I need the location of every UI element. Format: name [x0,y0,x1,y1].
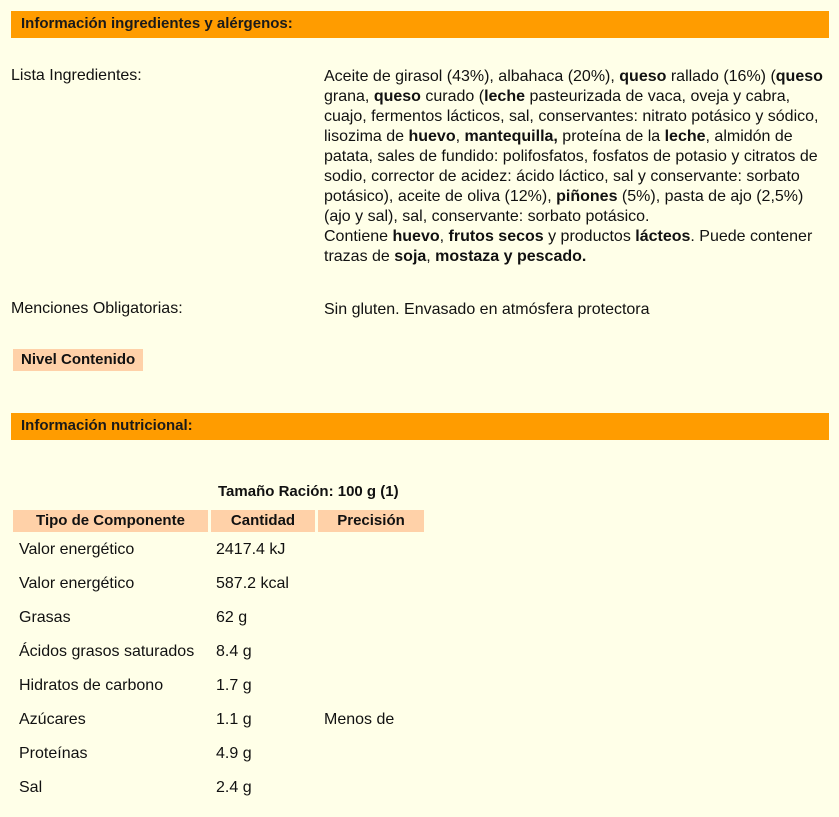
text-segment: , [426,248,436,265]
nutrition-section-title: Información nutricional: [21,417,193,434]
nutrition-section-header [11,413,829,440]
allergen-highlight: lácteos [635,228,691,245]
net-content-label: Nivel Contenido [13,349,143,371]
text-segment: , [439,228,449,245]
allergen-highlight: frutos secos [448,228,544,245]
row-component: Azúcares [19,711,86,728]
text-segment: pasteurizada de vaca, oveja y cabra, cuajo, fermentos lácticos, sal, conservantes: nitrato potásico y sódico, lisozima de [324,88,819,145]
row-component: Valor energético [19,575,135,592]
ingredients-label: Lista Ingredientes: [11,67,142,84]
ingredients-section-title: Información ingredientes y alérgenos: [21,15,293,32]
row-component: Proteínas [19,745,88,762]
text-segment: (5%), pasta de ajo (2,5%) (ajo y sal), sal, conservante: sorbato potásico. [324,188,804,225]
allergen-highlight: leche [484,88,525,105]
header-amount: Cantidad [211,510,315,532]
allergen-highlight: queso [775,68,823,85]
allergen-highlight: huevo [392,228,440,245]
ingredients-value [324,67,829,267]
ingredients-section-header [11,11,829,38]
text-segment: Aceite de girasol (43%), albahaca (20%), [324,68,620,85]
allergen-highlight: piñones [556,188,618,205]
mentions-value: Sin gluten. Envasado en atmósfera protectora [324,301,650,318]
row-component: Grasas [19,609,71,626]
row-amount: 1.7 g [216,677,252,694]
row-component: Ácidos grasos saturados [19,643,195,660]
allergen-highlight: leche [664,128,706,145]
row-amount: 587.2 kcal [216,575,289,592]
row-component: Hidratos de carbono [19,677,164,694]
allergen-highlight: soja [394,248,427,265]
row-amount: 1.1 g [216,711,252,728]
row-amount: 62 g [216,609,248,626]
text-segment: Contiene [324,228,393,245]
text-segment: , [455,128,465,145]
allergen-highlight: mantequilla, [464,128,558,145]
allergens-text [324,227,829,267]
mentions-label: Menciones Obligatorias: [11,300,183,317]
text-segment: rallado (16%) ( [666,68,776,85]
text-segment: , almidón de patata, sales de fundido: polifosfatos, fosfatos de potasio y citratos de sodio, corrector de acidez: ácido láctico, sal y conservante: sorbato potásico), aceite de oliva (12%), [324,128,818,205]
row-component: Valor energético [19,541,135,558]
allergen-highlight: huevo [408,128,456,145]
row-precision: Menos de [324,711,395,728]
row-amount: 4.9 g [216,745,252,762]
text-segment: grana, [324,88,374,105]
allergen-highlight: queso [373,88,421,105]
serving-size: Tamaño Ración: 100 g (1) [218,483,399,500]
row-component: Sal [19,779,43,796]
ingredients-text [324,67,829,227]
text-segment: . Puede contener trazas de [324,228,813,265]
header-component: Tipo de Componente [13,510,208,532]
text-segment: y productos [543,228,636,245]
row-amount: 8.4 g [216,643,252,660]
text-segment: proteína de la [557,128,665,145]
allergen-highlight: mostaza y pescado. [435,248,587,265]
row-amount: 2.4 g [216,779,252,796]
header-precision: Precisión [318,510,424,532]
text-segment: curado ( [420,88,485,105]
allergen-highlight: queso [619,68,667,85]
row-amount: 2417.4 kJ [216,541,286,558]
